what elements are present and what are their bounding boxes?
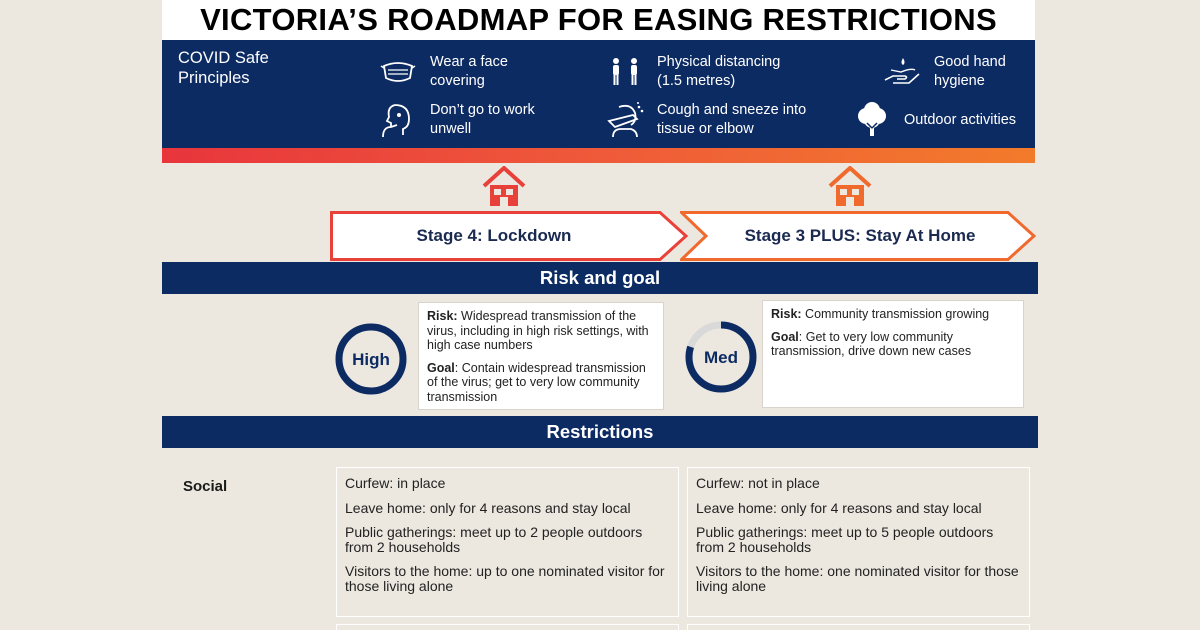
risk-level-label: Med <box>704 348 738 367</box>
principle-text: Cough and sneeze into tissue or elbow <box>657 102 807 137</box>
principle-text: Physical distancing (1.5 metres) <box>657 54 781 89</box>
risk-and-goal-heading: Risk and goal <box>162 262 1038 294</box>
principle-stay-home-unwell <box>378 100 540 140</box>
principles-label: COVID Safe Principles <box>178 49 269 87</box>
unwell-person-icon <box>378 100 418 140</box>
principle-face-covering <box>378 52 540 92</box>
risk-goal-box-stage-3-plus <box>762 300 1024 408</box>
goal-statement: Goal: Get to very low community transmission, drive down new cases <box>771 329 972 358</box>
restriction-item: Curfew: not in place <box>696 475 820 491</box>
distancing-people-icon <box>605 52 645 92</box>
covid-safe-principles-panel <box>162 40 1035 148</box>
stage-4-label: Stage 4: Lockdown <box>416 226 572 245</box>
restriction-item: Curfew: in place <box>345 475 446 491</box>
principle-physical-distancing <box>605 52 807 92</box>
stage-3-plus-label: Stage 3 PLUS: Stay At Home <box>744 226 976 245</box>
risk-goal-box-stage-4 <box>418 302 664 410</box>
restriction-item: Public gatherings: meet up to 5 people outdoors from 2 households <box>696 524 994 555</box>
goal-statement: Goal: Contain widespread transmission of the virus; get to very low community transmission <box>427 360 646 404</box>
restrictions-heading: Restrictions <box>162 416 1038 448</box>
hand-washing-icon <box>882 52 922 92</box>
restriction-item: Visitors to the home: one nominated visitor for those living alone <box>696 563 1019 594</box>
restriction-item: Leave home: only for 4 reasons and stay local <box>696 499 982 516</box>
face-mask-icon <box>378 52 418 92</box>
restriction-item: Visitors to the home: up to one nominated visitor for those living alone <box>345 563 665 594</box>
principle-outdoor-activities <box>852 100 1034 140</box>
next-row-box <box>687 624 1030 630</box>
risk-statement: Risk: Community transmission growing <box>771 307 990 321</box>
next-row-box <box>336 624 679 630</box>
principle-text: Wear a face covering <box>430 54 508 89</box>
social-restrictions-stage-3-plus <box>687 467 1030 617</box>
principle-text: Don’t go to work unwell <box>430 102 535 137</box>
social-restrictions-stage-4 <box>336 467 679 617</box>
house-icon <box>481 166 527 208</box>
principle-hand-hygiene <box>882 52 1034 92</box>
restriction-item: Leave home: only for 4 reasons and stay local <box>345 499 631 516</box>
restriction-item: Public gatherings: meet up to 2 people outdoors from 2 households <box>345 524 643 555</box>
gradient-divider <box>162 148 1035 163</box>
principle-cough-sneeze <box>605 100 807 140</box>
tree-icon <box>852 100 892 140</box>
page-title: VICTORIA’S ROADMAP FOR EASING RESTRICTIONS <box>200 2 997 37</box>
principle-text: Outdoor activities <box>904 111 1017 128</box>
house-icon <box>827 166 873 208</box>
category-label-social: Social <box>183 478 228 495</box>
risk-level-label: High <box>352 350 390 369</box>
risk-statement: Risk: Widespread transmission of the virus, including in high risk settings, with high case numbers <box>427 309 649 352</box>
principle-text: Good hand hygiene <box>934 54 1006 89</box>
page-title-bar <box>162 0 1035 40</box>
sneeze-elbow-icon <box>605 100 645 140</box>
